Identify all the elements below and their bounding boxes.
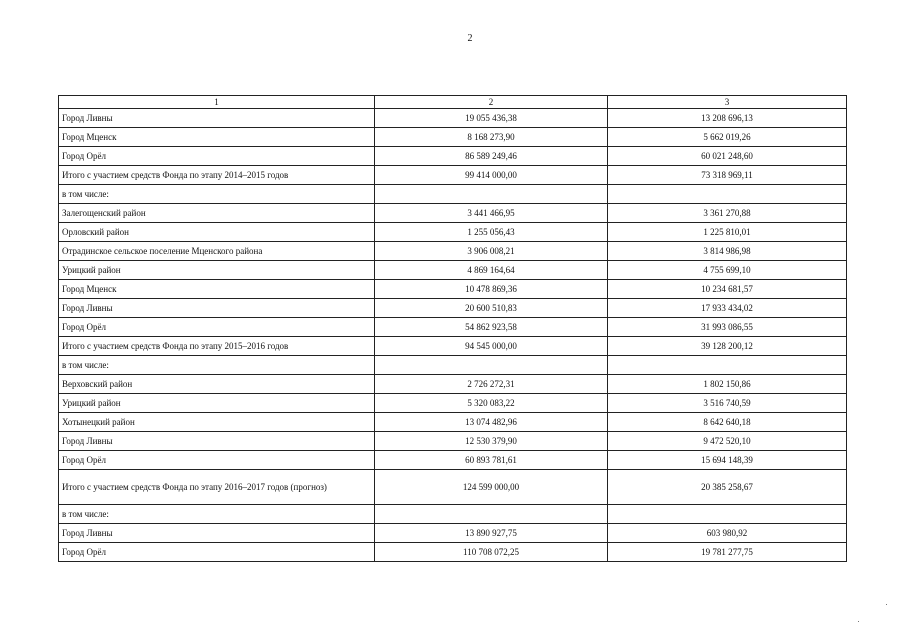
table-row <box>59 261 847 280</box>
row-value-col3: 31 993 086,55 <box>608 318 847 337</box>
table-row <box>59 432 847 451</box>
table-row <box>59 318 847 337</box>
table-row <box>59 470 847 505</box>
row-name-cell: Город Мценск <box>59 280 375 299</box>
page-number: 2 <box>467 33 473 44</box>
row-name-cell: Город Орёл <box>59 451 375 470</box>
row-name-cell: Итого с участием средств Фонда по этапу 2015–2016 годов <box>59 337 375 356</box>
row-value-col2: 8 168 273,90 <box>375 128 608 147</box>
row-value-col3: 60 021 248,60 <box>608 147 847 166</box>
row-value-col2: 10 478 869,36 <box>375 280 608 299</box>
row-value-col3: 3 516 740,59 <box>608 394 847 413</box>
row-value-col3: 8 642 640,18 <box>608 413 847 432</box>
row-value-col3: 603 980,92 <box>608 524 847 543</box>
row-name-cell: Итого с участием средств Фонда по этапу 2014–2015 годов <box>59 166 375 185</box>
table-header-row <box>59 96 847 109</box>
table-row <box>59 337 847 356</box>
column-header-3: 3 <box>608 96 847 109</box>
row-value-col3: 1 225 810,01 <box>608 223 847 242</box>
row-value-col2: 20 600 510,83 <box>375 299 608 318</box>
row-value-col3: 5 662 019,26 <box>608 128 847 147</box>
table-row <box>59 413 847 432</box>
row-value-col2 <box>375 185 608 204</box>
row-value-col2: 4 869 164,64 <box>375 261 608 280</box>
row-value-col3: 73 318 969,11 <box>608 166 847 185</box>
row-value-col3: 3 361 270,88 <box>608 204 847 223</box>
table-row <box>59 128 847 147</box>
scan-speck <box>886 604 887 605</box>
row-value-col3: 4 755 699,10 <box>608 261 847 280</box>
row-value-col2: 3 441 466,95 <box>375 204 608 223</box>
table-row <box>59 185 847 204</box>
table-row <box>59 299 847 318</box>
data-table <box>58 95 847 562</box>
row-value-col2: 124 599 000,00 <box>375 470 608 505</box>
row-value-col2: 13 890 927,75 <box>375 524 608 543</box>
table-row <box>59 242 847 261</box>
row-value-col2: 110 708 072,25 <box>375 543 608 562</box>
row-name-cell: Город Ливны <box>59 109 375 128</box>
table-row <box>59 204 847 223</box>
table-row <box>59 394 847 413</box>
row-value-col3: 15 694 148,39 <box>608 451 847 470</box>
row-name-cell: Город Ливны <box>59 299 375 318</box>
row-name-cell: Орловский район <box>59 223 375 242</box>
row-name-cell: Город Мценск <box>59 128 375 147</box>
row-value-col2: 99 414 000,00 <box>375 166 608 185</box>
table-row <box>59 166 847 185</box>
table-row <box>59 280 847 299</box>
row-value-col2 <box>375 356 608 375</box>
row-value-col3 <box>608 505 847 524</box>
column-header-2: 2 <box>375 96 608 109</box>
row-name-cell: Итого с участием средств Фонда по этапу 2016–2017 годов (прогноз) <box>59 470 375 505</box>
row-value-col3: 19 781 277,75 <box>608 543 847 562</box>
column-header-1: 1 <box>59 96 375 109</box>
row-value-col3: 39 128 200,12 <box>608 337 847 356</box>
row-name-cell: Город Ливны <box>59 432 375 451</box>
row-value-col3 <box>608 356 847 375</box>
row-value-col3: 10 234 681,57 <box>608 280 847 299</box>
row-value-col2: 12 530 379,90 <box>375 432 608 451</box>
row-name-cell: в том числе: <box>59 185 375 204</box>
row-value-col2: 5 320 083,22 <box>375 394 608 413</box>
row-name-cell: Город Орёл <box>59 147 375 166</box>
row-name-cell: Город Орёл <box>59 543 375 562</box>
row-value-col2: 86 589 249,46 <box>375 147 608 166</box>
row-name-cell: Залегощенский район <box>59 204 375 223</box>
row-name-cell: Город Ливны <box>59 524 375 543</box>
table-row <box>59 109 847 128</box>
row-name-cell: Верховский район <box>59 375 375 394</box>
table-row <box>59 524 847 543</box>
row-name-cell: Город Орёл <box>59 318 375 337</box>
row-name-cell: в том числе: <box>59 356 375 375</box>
row-name-cell: Урицкий район <box>59 261 375 280</box>
table-row <box>59 451 847 470</box>
table-row <box>59 375 847 394</box>
row-value-col2: 2 726 272,31 <box>375 375 608 394</box>
row-name-cell: Отрадинское сельское поселение Мценского района <box>59 242 375 261</box>
row-value-col3: 17 933 434,02 <box>608 299 847 318</box>
row-value-col2: 3 906 008,21 <box>375 242 608 261</box>
row-value-col3 <box>608 185 847 204</box>
table-row <box>59 543 847 562</box>
row-name-cell: Урицкий район <box>59 394 375 413</box>
row-value-col2: 1 255 056,43 <box>375 223 608 242</box>
table-row <box>59 147 847 166</box>
row-value-col3: 13 208 696,13 <box>608 109 847 128</box>
table-row <box>59 505 847 524</box>
scan-speck <box>858 621 859 622</box>
row-value-col3: 20 385 258,67 <box>608 470 847 505</box>
row-value-col2: 19 055 436,38 <box>375 109 608 128</box>
table-row <box>59 356 847 375</box>
row-name-cell: Хотынецкий район <box>59 413 375 432</box>
row-name-cell: в том числе: <box>59 505 375 524</box>
row-value-col3: 3 814 986,98 <box>608 242 847 261</box>
row-value-col2: 60 893 781,61 <box>375 451 608 470</box>
row-value-col2: 13 074 482,96 <box>375 413 608 432</box>
row-value-col2: 54 862 923,58 <box>375 318 608 337</box>
table-row <box>59 223 847 242</box>
row-value-col2 <box>375 505 608 524</box>
row-value-col3: 1 802 150,86 <box>608 375 847 394</box>
table-body <box>59 109 847 562</box>
row-value-col2: 94 545 000,00 <box>375 337 608 356</box>
row-value-col3: 9 472 520,10 <box>608 432 847 451</box>
